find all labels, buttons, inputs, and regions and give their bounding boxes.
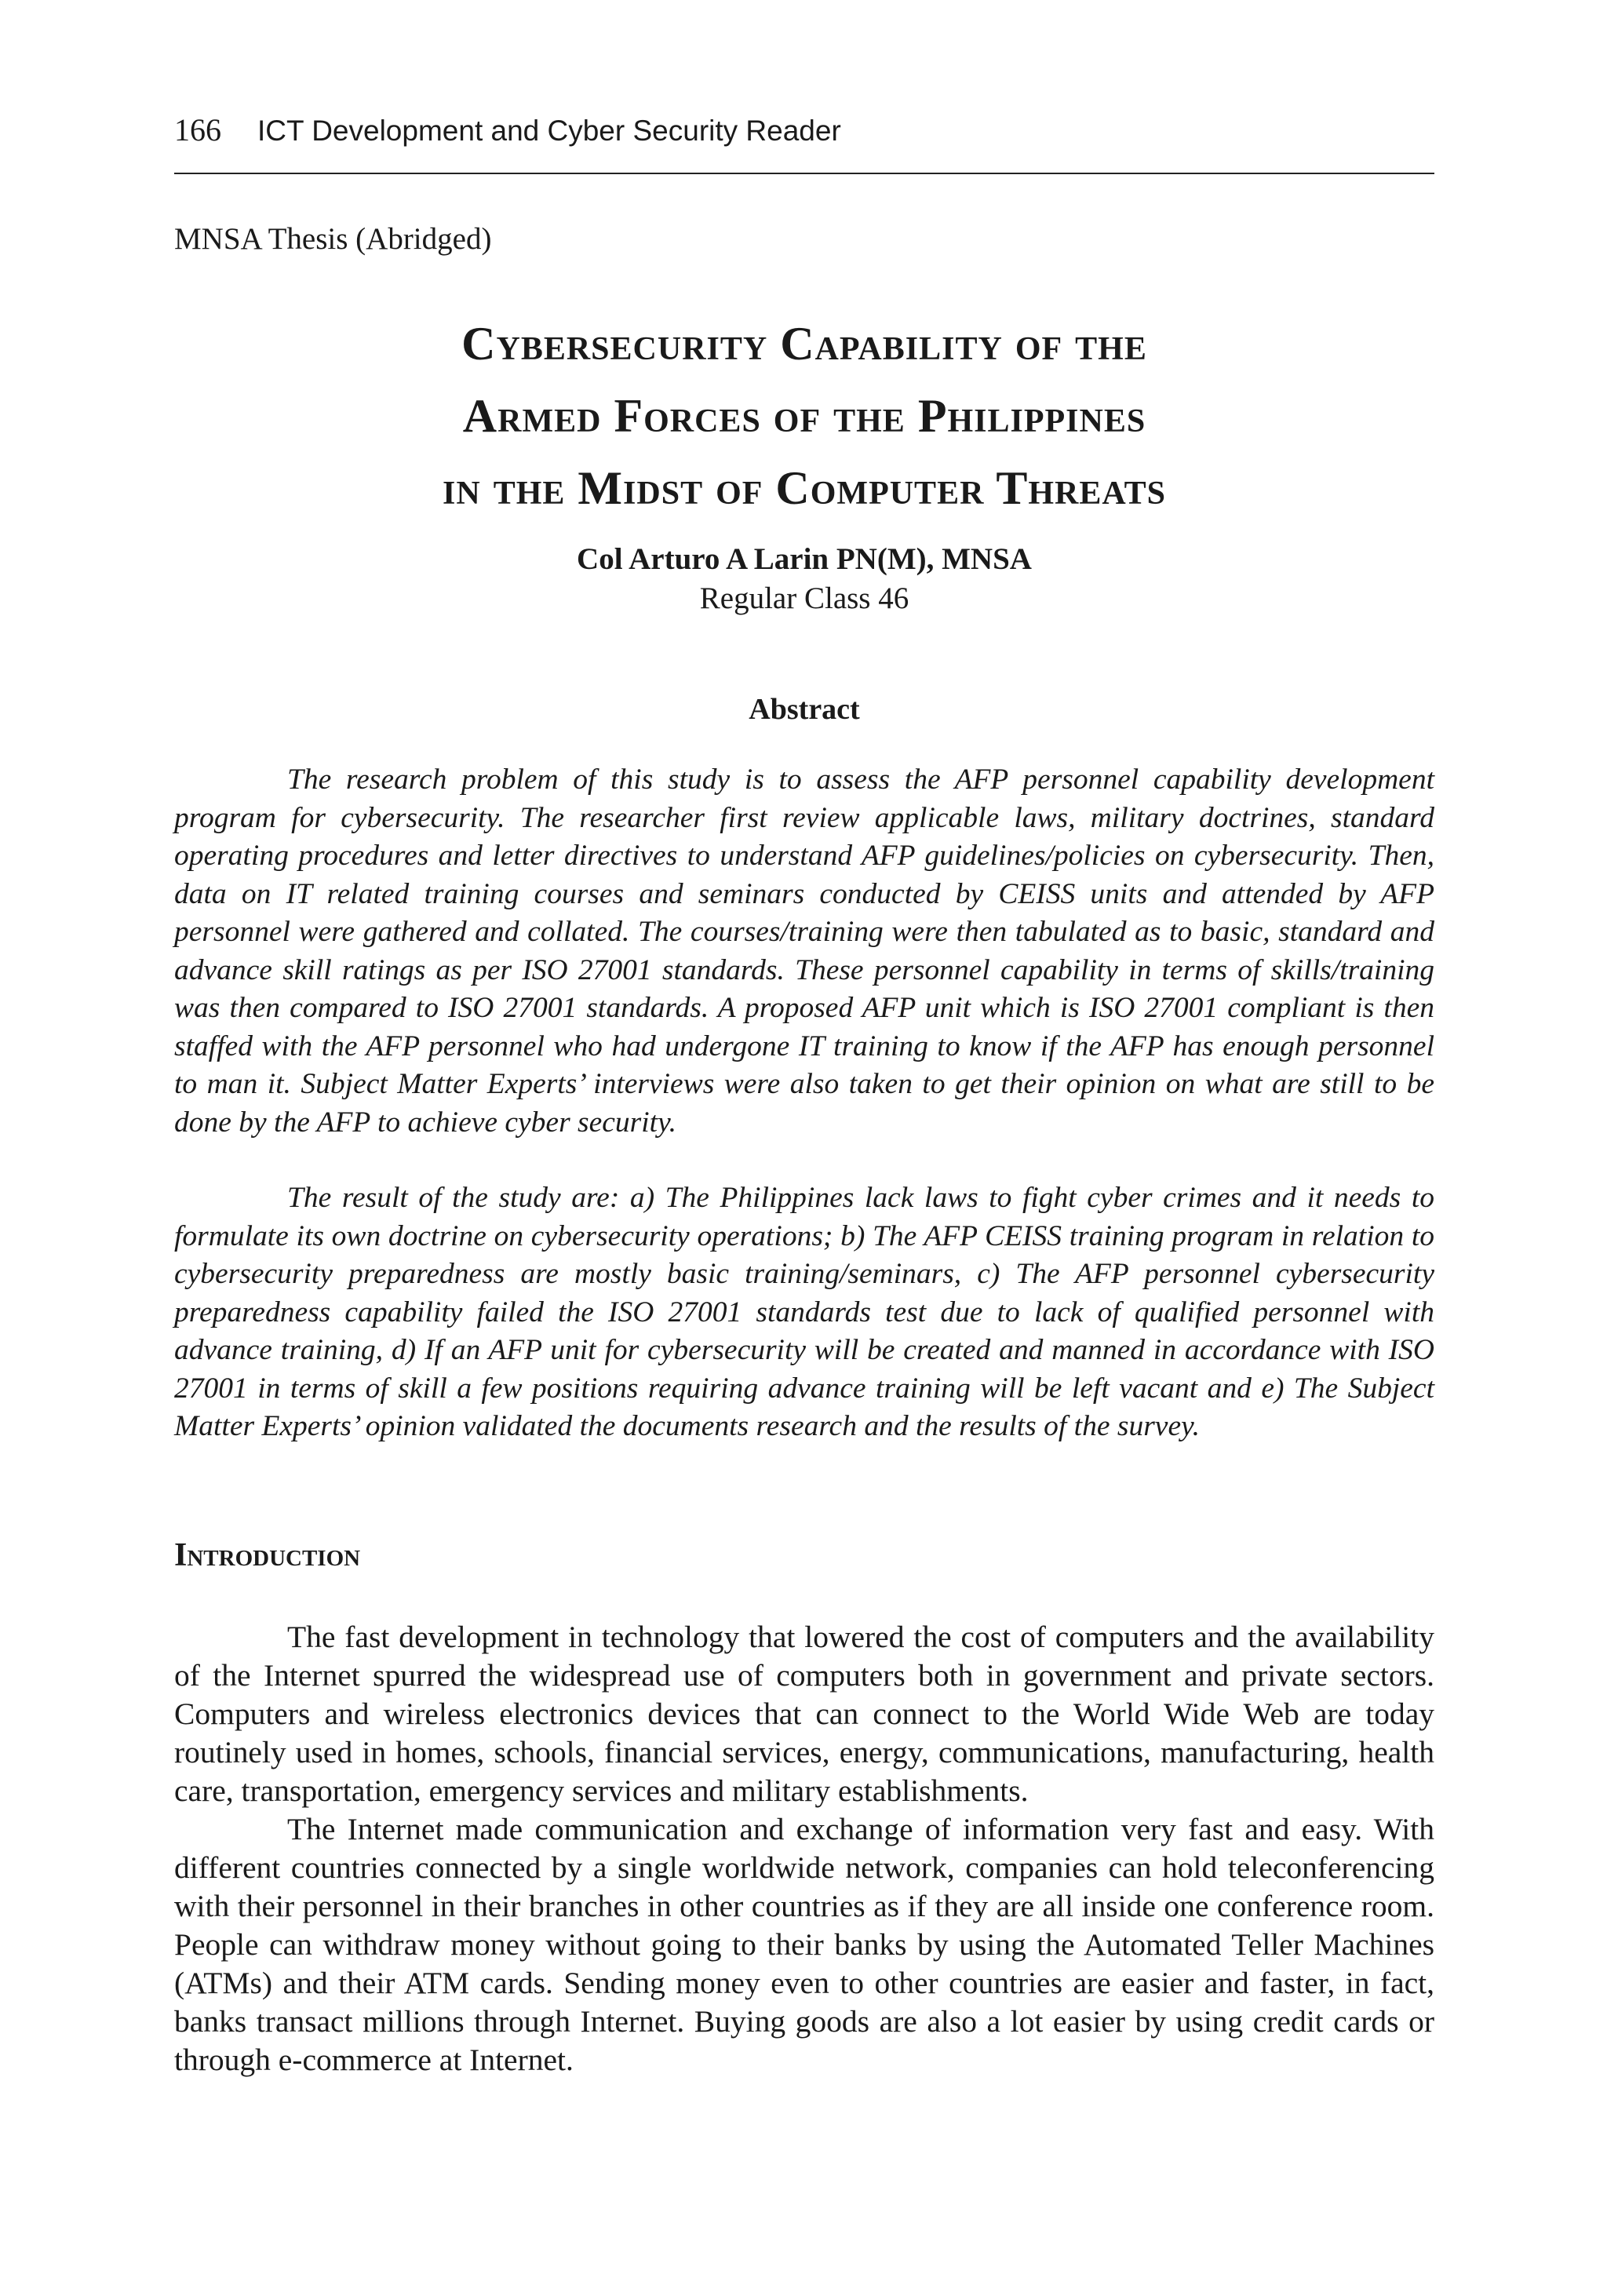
- title-line: Cybersecurity Capability of the: [461, 318, 1147, 370]
- author-name: Col Arturo A Larin PN(M), MNSA: [577, 542, 1032, 576]
- introduction-paragraph: The Internet made communication and exchange of information very fast and easy. With different countries connected by a single worldwide network, companies can hold teleconferencing with their personnel in their branches in other countries as if they are all inside one conference room. People can withdraw money without going to their banks by using the Automated Teller Machines (ATMs) and their ATM cards. Sending money even to other countries are easier and faster, in fact, banks transact millions through Internet. Buying goods are also a lot easier by using credit cards or through e-commerce at Internet.: [174, 1812, 1434, 2077]
- book-title: ICT Development and Cyber Security Reader: [257, 115, 841, 147]
- header-rule: [174, 173, 1434, 174]
- introduction-heading: Introduction: [174, 1537, 361, 1573]
- title-line: Armed Forces of the Philippines: [462, 390, 1146, 442]
- abstract-paragraph: The research problem of this study is to assess the AFP personnel capability development program for cybersecurity. The researcher first review applicable laws, military doctrines, standard operating procedures and letter directives to understand AFP guidelines/policies on cybersecurity. Then, data on IT related training courses and seminars conducted by CEISS units and attended by AFP personnel were gathered and collated. The courses/training were then tabulated as to basic, standard and advance skill ratings as per ISO 27001 standards. These personnel capability in terms of skills/training was then compared to ISO 27001 standards. A proposed AFP unit which is ISO 27001 compliant is then staffed with the AFP personnel who had undergone IT training to know if the AFP has enough personnel to man it. Subject Matter Experts’ interviews were also taken to get their opinion on what are still to be done by the AFP to achieve cyber security.: [174, 764, 1434, 1139]
- introduction-paragraph: The fast development in technology that lowered the cost of computers and the availability of the Internet spurred the widespread use of computers both in government and private sectors. Computers and wireless electronics devices that can connect to the World Wide Web are today routinely used in homes, schools, financial services, energy, communications, manufacturing, health care, transportation, emergency services and military establishments.: [174, 1620, 1434, 1808]
- introduction-body: [174, 1618, 1434, 2079]
- abstract-body: [174, 761, 1434, 1446]
- title-line: in the Midst of Computer Threats: [443, 462, 1166, 514]
- abstract-heading: Abstract: [749, 693, 860, 726]
- author-class: Regular Class 46: [699, 581, 909, 615]
- page-number: 166: [174, 112, 221, 148]
- author-block: [174, 540, 1434, 618]
- running-header: [174, 111, 1434, 151]
- kicker-label: MNSA Thesis (Abridged): [174, 222, 492, 256]
- article-title: [174, 308, 1434, 524]
- abstract-paragraph: The result of the study are: a) The Philippines lack laws to fight cyber crimes and it needs to formulate its own doctrine on cybersecurity operations; b) The AFP CEISS training program in relation to cybersecurity preparedness are mostly basic training/seminars, c) The AFP personnel cybersecurity preparedness capability failed the ISO 27001 standards test due to lack of qualified personnel with advance training, d) If an AFP unit for cybersecurity will be created and manned in accordance with ISO 27001 in terms of skill a few positions requiring advance training will be left vacant and e) The Subject Matter Experts’ opinion validated the documents research and the results of the survey.: [174, 1182, 1434, 1442]
- document-page: [174, 0, 1434, 2296]
